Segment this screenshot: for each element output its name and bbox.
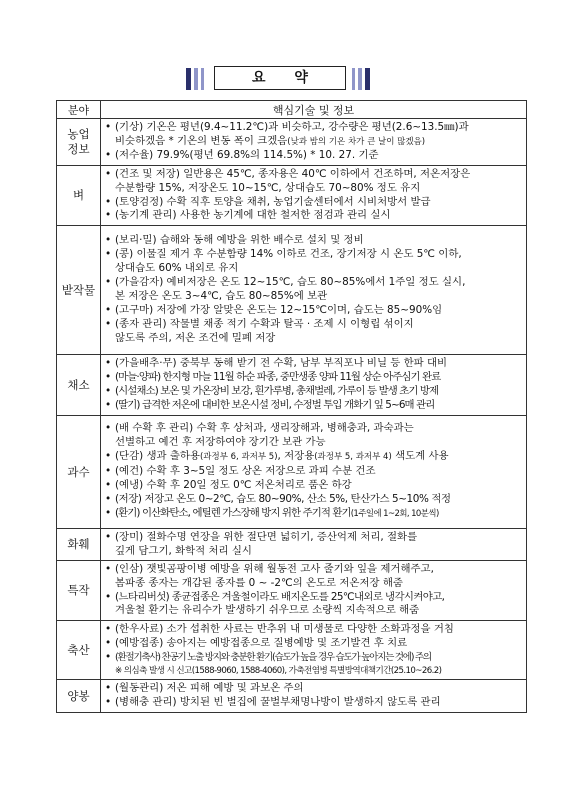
item-continuation: 깊게 담그기, 화학적 처리 실시 [115, 544, 252, 557]
item-text: (환절기축사) 찬공기 노출 방지와 충분한 환기(습도가 높을 경우 습도가 높아지는 것에) 주의 [115, 651, 431, 663]
item-text: 비슷하겠음 * 기온의 변동 폭이 크겠음 [115, 134, 288, 147]
header-content: 핵심기술 및 정보 [101, 101, 527, 119]
list-item: • (고구마) 저장에 가장 알맞은 온도는 12~15℃이며, 습도는 85~90%임 [105, 304, 523, 318]
livestock-notice: ※ 의심축 발생 시 신고(1588-9060, 1588-4060), 가축전염병 특별방역대책기간(25.10~26.2) [115, 665, 442, 676]
item-text: (농기계 관리) 사용한 농기계에 대한 철저한 점검과 관리 실시 [115, 209, 391, 222]
category-fruit-trees [57, 416, 101, 529]
item-small-text: (과정부 5, 과저부 4) [314, 452, 392, 463]
item-text: (인삼) 잿빛곰팡이병 예방을 위해 월동전 고사 줄기와 잎을 제거해주고, [115, 562, 434, 575]
content-livestock [101, 621, 527, 680]
list-item: • (기상) 기온은 평년(9.4~11.2℃)과 비슷하고, 강수량은 평년(2.6~13.5㎜)과 [105, 121, 523, 135]
category-label: 밭작물 [61, 282, 96, 297]
list-item: • (예냉) 수확 후 20일 정도 0℃ 저온처리로 품온 하강 [105, 479, 523, 493]
table-row [57, 680, 527, 713]
table-row [57, 621, 527, 680]
table-row [57, 355, 527, 416]
item-text: (고구마) 저장에 가장 알맞은 온도는 12~15℃이며, 습도는 85~90%임 [115, 303, 443, 316]
deco-bar [358, 68, 362, 90]
table-row [57, 561, 527, 621]
deco-bar [186, 68, 191, 90]
item-text: (월동관리) 저온 피해 예방 및 과보온 주의 [115, 682, 304, 695]
deco-bar [352, 68, 355, 90]
item-text: (한우사료) 소가 섭취한 사료는 반추위 내 미생물로 다양한 소화과정을 거침 [115, 623, 454, 636]
category-rice [57, 166, 101, 226]
item-text: (저장) 저장고 온도 0~2℃, 습도 80~90%, 산소 5%, 탄산가스 5~10% 적정 [115, 492, 451, 505]
content-special-crops [101, 561, 527, 621]
table-header-row [57, 101, 527, 119]
category-label: 특작 [67, 583, 90, 597]
content-field-crops [101, 226, 527, 355]
table-row [57, 119, 527, 166]
item-text: (시설채소) 보온 및 가온장비 보강, 흰가루병, 총채벌레, 가루이 등 발생 초기 방제 [115, 385, 439, 397]
list-item: • (마늘·양파) 한지형 마늘 11월 하순 파종, 중만생종 양파 11월 상순 아주심기 완료 [105, 371, 523, 385]
list-item: • (인삼) 잿빛곰팡이병 예방을 위해 월동전 고사 줄기와 잎을 제거해주고, [105, 563, 523, 577]
category-label: 농업 정보 [67, 127, 90, 156]
summary-title-area [0, 66, 566, 92]
category-label: 화훼 [67, 537, 90, 551]
category-beekeeping [57, 680, 101, 713]
list-item: • (딸기) 급격한 저온에 대비한 보온시설 정비, 수정벌 투입 개화기 잎 5~6매 관리 [105, 399, 523, 413]
category-label: 벼 [72, 188, 85, 202]
content-beekeeping [101, 680, 527, 713]
table-row [57, 416, 527, 529]
list-item: • (가을감자) 예비저장은 온도 12~15℃, 습도 80~85%에서 1주일 정도 실시, [105, 276, 523, 290]
category-label: 축산 [67, 642, 90, 657]
item-text-part: (환기) 이산화탄소, 에틸렌 가스장해 방지 위한 주기적 환기 [115, 506, 351, 519]
list-item: • (저수율) 79.9%(평년 69.8%의 114.5%) * 10. 27. 기준 [105, 149, 523, 163]
item-continuation: 겨울철 환기는 유리수가 발생하기 쉬우므로 소량씩 지속적으로 해줌 [115, 604, 420, 617]
item-small-text: (과정부 6, 과저부 5) [199, 452, 278, 463]
item-text: (예건) 수확 후 3~5일 정도 상온 저장으로 과피 수분 건조 [115, 465, 376, 478]
item-text [115, 450, 523, 465]
item-text-part: , 저장용 [277, 450, 315, 463]
list-item: • (한우사료) 소가 섭취한 사료는 반추위 내 미생물로 다양한 소화과정을 거침 [105, 623, 523, 637]
item-text-part: (단감) 생과 출하용 [115, 450, 200, 463]
item-text: (종자 관리) 작물별 채종 적기 수확과 탈곡 · 조제 시 이형립 섞이지 [115, 317, 414, 330]
item-text: (건조 및 저장) 일반용은 45℃, 종자용은 40℃ 이하에서 건조하며, 저온저장은 [115, 167, 471, 180]
item-text: (예방접종) 송아지는 예방접종으로 질병예방 및 조기발견 후 치료 [115, 637, 408, 650]
list-item: • (토양검정) 수확 직후 토양을 채취, 농업기술센터에서 시비처방서 발급 [105, 196, 523, 210]
item-small-text: (낮과 밤의 기온 차가 큰 날이 많겠음) [287, 136, 426, 147]
item-text: (느타리버섯) 종균접종은 겨울철이라도 배지온도를 25℃내외로 냉각시켜야고, [115, 590, 445, 603]
category-agri-info [57, 119, 101, 166]
list-item: • (병해충 관리) 방치된 빈 벌집에 꿀벌부채명나방이 발생하지 않도록 관리 [105, 696, 523, 710]
content-fruit-trees [101, 416, 527, 529]
deco-bar [201, 68, 204, 90]
content-agri-info [101, 119, 527, 166]
summary-table [56, 100, 527, 713]
item-text: (병해충 관리) 방치된 빈 벌집에 꿀벌부채명나방이 발생하지 않도록 관리 [115, 696, 441, 708]
list-item: • (농기계 관리) 사용한 농기계에 대한 철저한 점검과 관리 실시 [105, 209, 523, 223]
list-item: • (종자 관리) 작물별 채종 적기 수확과 탈곡 · 조제 시 이형립 섞이지 [105, 318, 523, 332]
page-title: 요 약 [214, 66, 346, 90]
list-item: • (가을배추·무) 중북부 동해 받기 전 수확, 남부 부직포나 비닐 등 한파 대비 [105, 357, 523, 371]
item-text-part: 색도계 사용 [391, 450, 449, 463]
category-label: 채소 [67, 377, 90, 392]
item-continuation: 선별하고 예건 후 저장하여야 장기간 보관 가능 [115, 436, 326, 449]
list-item: • (환기) 이산화탄소, 에틸렌 가스장해 방지 위한 주기적 환기(1주일에 1~2회, 10분씩) [105, 507, 523, 522]
content-vegetables [101, 355, 527, 416]
deco-bar [194, 68, 198, 90]
item-text: (가을배추·무) 중북부 동해 받기 전 수확, 남부 부직포나 비닐 등 한파 대비 [115, 357, 448, 370]
item-text: (토양검정) 수확 직후 토양을 채취, 농업기술센터에서 시비처방서 발급 [115, 195, 431, 208]
table-row [57, 166, 527, 226]
item-small-text: (1주일에 1~2회, 10분씩) [350, 508, 439, 519]
item-text: (예냉) 수확 후 20일 정도 0℃ 저온처리로 품온 하강 [115, 478, 352, 491]
list-item: • (건조 및 저장) 일반용은 45℃, 종자용은 40℃ 이하에서 건조하며, 저온저장은 [105, 168, 523, 182]
category-vegetables [57, 355, 101, 416]
list-item: • (콩) 이물질 제거 후 수분함량 14% 이하로 건조, 장기저장 시 온도 5℃ 이하, [105, 248, 523, 262]
list-item: • (시설채소) 보온 및 가온장비 보강, 흰가루병, 총채벌레, 가루이 등 발생 초기 방제 [105, 385, 523, 399]
item-text: (콩) 이물질 제거 후 수분함량 14% 이하로 건조, 장기저장 시 온도 5℃ 이하, [115, 248, 462, 261]
list-item: • (느타리버섯) 종균접종은 겨울철이라도 배지온도를 25℃내외로 냉각시켜야고, [105, 591, 523, 605]
list-item: • (장미) 절화수명 연장을 위한 절단면 넓히기, 증산억제 처리, 절화를 [105, 531, 523, 545]
category-flowers [57, 529, 101, 561]
category-label: 과수 [67, 464, 90, 479]
item-continuation: 수분함량 15%, 저장온도 10~15℃, 상대습도 70~80% 정도 유지 [115, 181, 421, 194]
item-text: (가을감자) 예비저장은 온도 12~15℃, 습도 80~85%에서 1주일 정도 실시, [115, 276, 466, 289]
item-text: (마늘·양파) 한지형 마늘 11월 하순 파종, 중만생종 양파 11월 상순 아주심기 완료 [115, 371, 441, 384]
deco-bar [365, 68, 370, 90]
item-continuation: 본 저장은 온도 3~4℃, 습도 80~85%에 보관 [115, 290, 328, 302]
list-item: • (예방접종) 송아지는 예방접종으로 질병예방 및 조기발견 후 치료 [105, 637, 523, 651]
list-item: • (단감) 생과 출하용(과정부 6, 과저부 5), 저장용(과정부 5, 과저부 4) 색도계 사용 [105, 450, 523, 465]
list-item: • (환절기축사) 찬공기 노출 방지와 충분한 환기(습도가 높을 경우 습도가 높아지는 것에) 주의 [105, 651, 523, 665]
table-row [57, 529, 527, 561]
list-item: • (예건) 수확 후 3~5일 정도 상온 저장으로 과피 수분 건조 [105, 465, 523, 479]
table-row [57, 226, 527, 355]
item-continuation: 봄파종 종자는 개갑된 종자를 0 ~ -2℃의 온도로 저온저장 해줌 [115, 576, 403, 589]
header-category: 분야 [57, 101, 101, 119]
list-item: • (보리·밀) 습해와 동해 예방을 위한 배수로 설치 및 정비 [105, 234, 523, 248]
list-item: • (월동관리) 저온 피해 예방 및 과보온 주의 [105, 682, 523, 696]
content-rice [101, 166, 527, 226]
item-text: (보리·밀) 습해와 동해 예방을 위한 배수로 설치 및 정비 [115, 234, 364, 247]
category-special-crops [57, 561, 101, 621]
item-text: (장미) 절화수명 연장을 위한 절단면 넓히기, 증산억제 처리, 절화를 [115, 530, 418, 543]
list-item: • (저장) 저장고 온도 0~2℃, 습도 80~90%, 산소 5%, 탄산가스 5~10% 적정 [105, 493, 523, 507]
content-flowers [101, 529, 527, 561]
list-item: • (배 수확 후 관리) 수확 후 상처과, 생리장해과, 병해충과, 과숙과는 [105, 422, 523, 436]
item-text: (저수율) 79.9%(평년 69.8%의 114.5%) * 10. 27. 기준 [115, 149, 379, 162]
category-label: 양봉 [67, 688, 90, 703]
category-field-crops [57, 226, 101, 355]
item-text [115, 507, 523, 522]
item-continuation: 상대습도 60% 내외로 유지 [115, 262, 239, 275]
item-text: (배 수확 후 관리) 수확 후 상처과, 생리장해과, 병해충과, 과숙과는 [115, 422, 414, 435]
item-text: (딸기) 급격한 저온에 대비한 보온시설 정비, 수정벌 투입 개화기 잎 5~6매 관리 [115, 398, 435, 411]
item-text: (기상) 기온은 평년(9.4~11.2℃)과 비슷하고, 강수량은 평년(2.6~13.5㎜)과 [115, 120, 469, 133]
category-livestock [57, 621, 101, 680]
item-continuation [105, 135, 523, 150]
item-continuation: 않도록 주의, 저온 조건에 밀폐 저장 [115, 331, 276, 344]
